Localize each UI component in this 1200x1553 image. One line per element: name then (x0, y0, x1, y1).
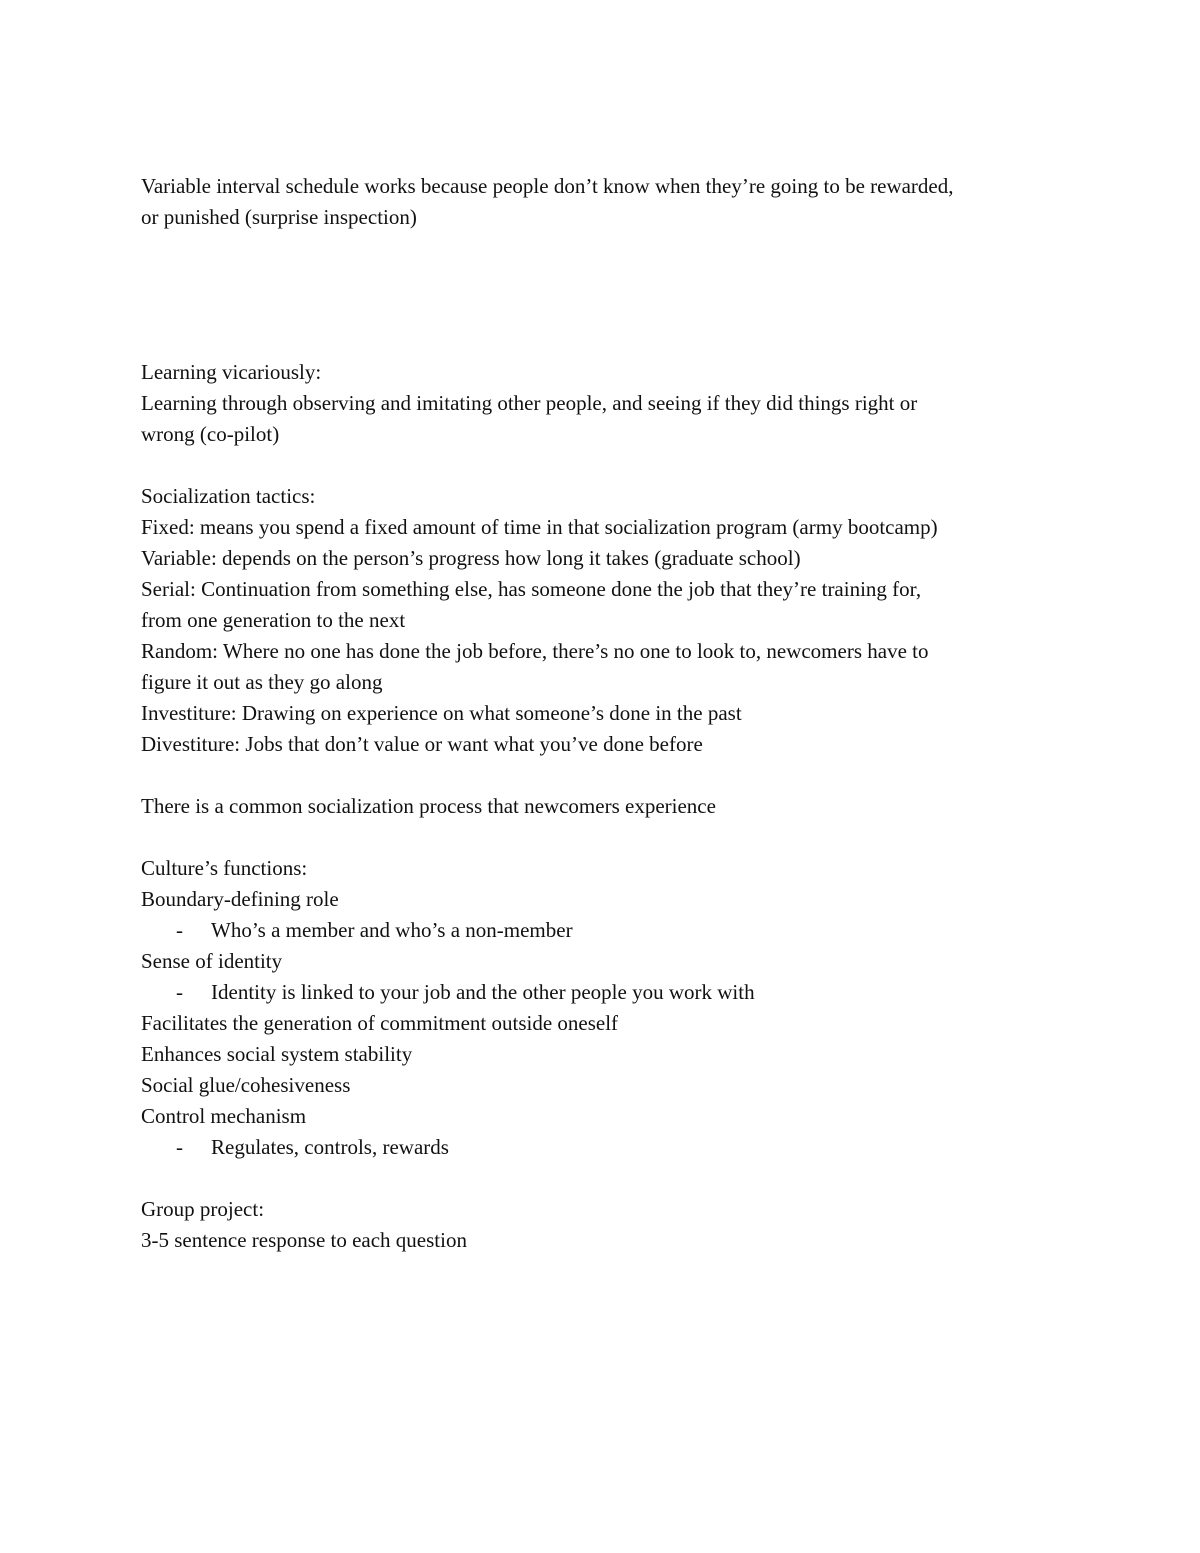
section-heading: Socialization tactics: (141, 484, 316, 508)
text-line: or punished (surprise inspection) (141, 205, 417, 229)
text-line: 3-5 sentence response to each question (141, 1228, 467, 1252)
text-line: Facilitates the generation of commitment outside oneself (141, 1011, 619, 1035)
text-line: There is a common socialization process that newcomers experience (141, 794, 716, 818)
text-line: figure it out as they go along (141, 670, 383, 694)
bullet-item (141, 977, 1081, 1008)
text-line: from one generation to the next (141, 608, 406, 632)
dash-marker: - (176, 918, 183, 942)
bullet-item (141, 915, 1081, 946)
paragraph-socialization-tactics (141, 481, 1081, 760)
text-line: Variable: depends on the person’s progress how long it takes (graduate school) (141, 546, 801, 570)
text-line: Investiture: Drawing on experience on what someone’s done in the past (141, 701, 742, 725)
dash-marker: - (176, 980, 183, 1004)
section-heading: Culture’s functions: (141, 856, 308, 880)
section-heading: Group project: (141, 1197, 265, 1221)
text-line: Control mechanism (141, 1104, 307, 1128)
text-line: Social glue/cohesiveness (141, 1073, 351, 1097)
paragraph-common-process (141, 791, 1081, 822)
text-line: Random: Where no one has done the job before, there’s no one to look to, newcomers have to (141, 639, 929, 663)
bullet-text: Regulates, controls, rewards (211, 1135, 449, 1159)
text-line: wrong (co-pilot) (141, 422, 280, 446)
text-line: Fixed: means you spend a fixed amount of time in that socialization program (army bootcamp) (141, 515, 938, 539)
text-line: Learning through observing and imitating other people, and seeing if they did things right or (141, 391, 918, 415)
paragraph-group-project (141, 1194, 1081, 1256)
paragraph-cultures-functions (141, 853, 1081, 1163)
text-line: Variable interval schedule works because people don’t know when they’re going to be rewarded, (141, 174, 954, 198)
text-line: Serial: Continuation from something else, has someone done the job that they’re training for, (141, 577, 922, 601)
text-line: Divestiture: Jobs that don’t value or want what you’ve done before (141, 732, 703, 756)
bullet-text: Identity is linked to your job and the other people you work with (211, 980, 755, 1004)
dash-marker: - (176, 1135, 183, 1159)
text-line: Enhances social system stability (141, 1042, 413, 1066)
paragraph-variable-interval (141, 171, 1081, 233)
bullet-text: Who’s a member and who’s a non-member (211, 918, 573, 942)
paragraph-learning-vicariously (141, 357, 1081, 450)
document-body (141, 171, 1081, 1256)
bullet-item (141, 1132, 1081, 1163)
text-line: Sense of identity (141, 949, 283, 973)
section-heading: Learning vicariously: (141, 360, 322, 384)
text-line: Boundary-defining role (141, 887, 339, 911)
